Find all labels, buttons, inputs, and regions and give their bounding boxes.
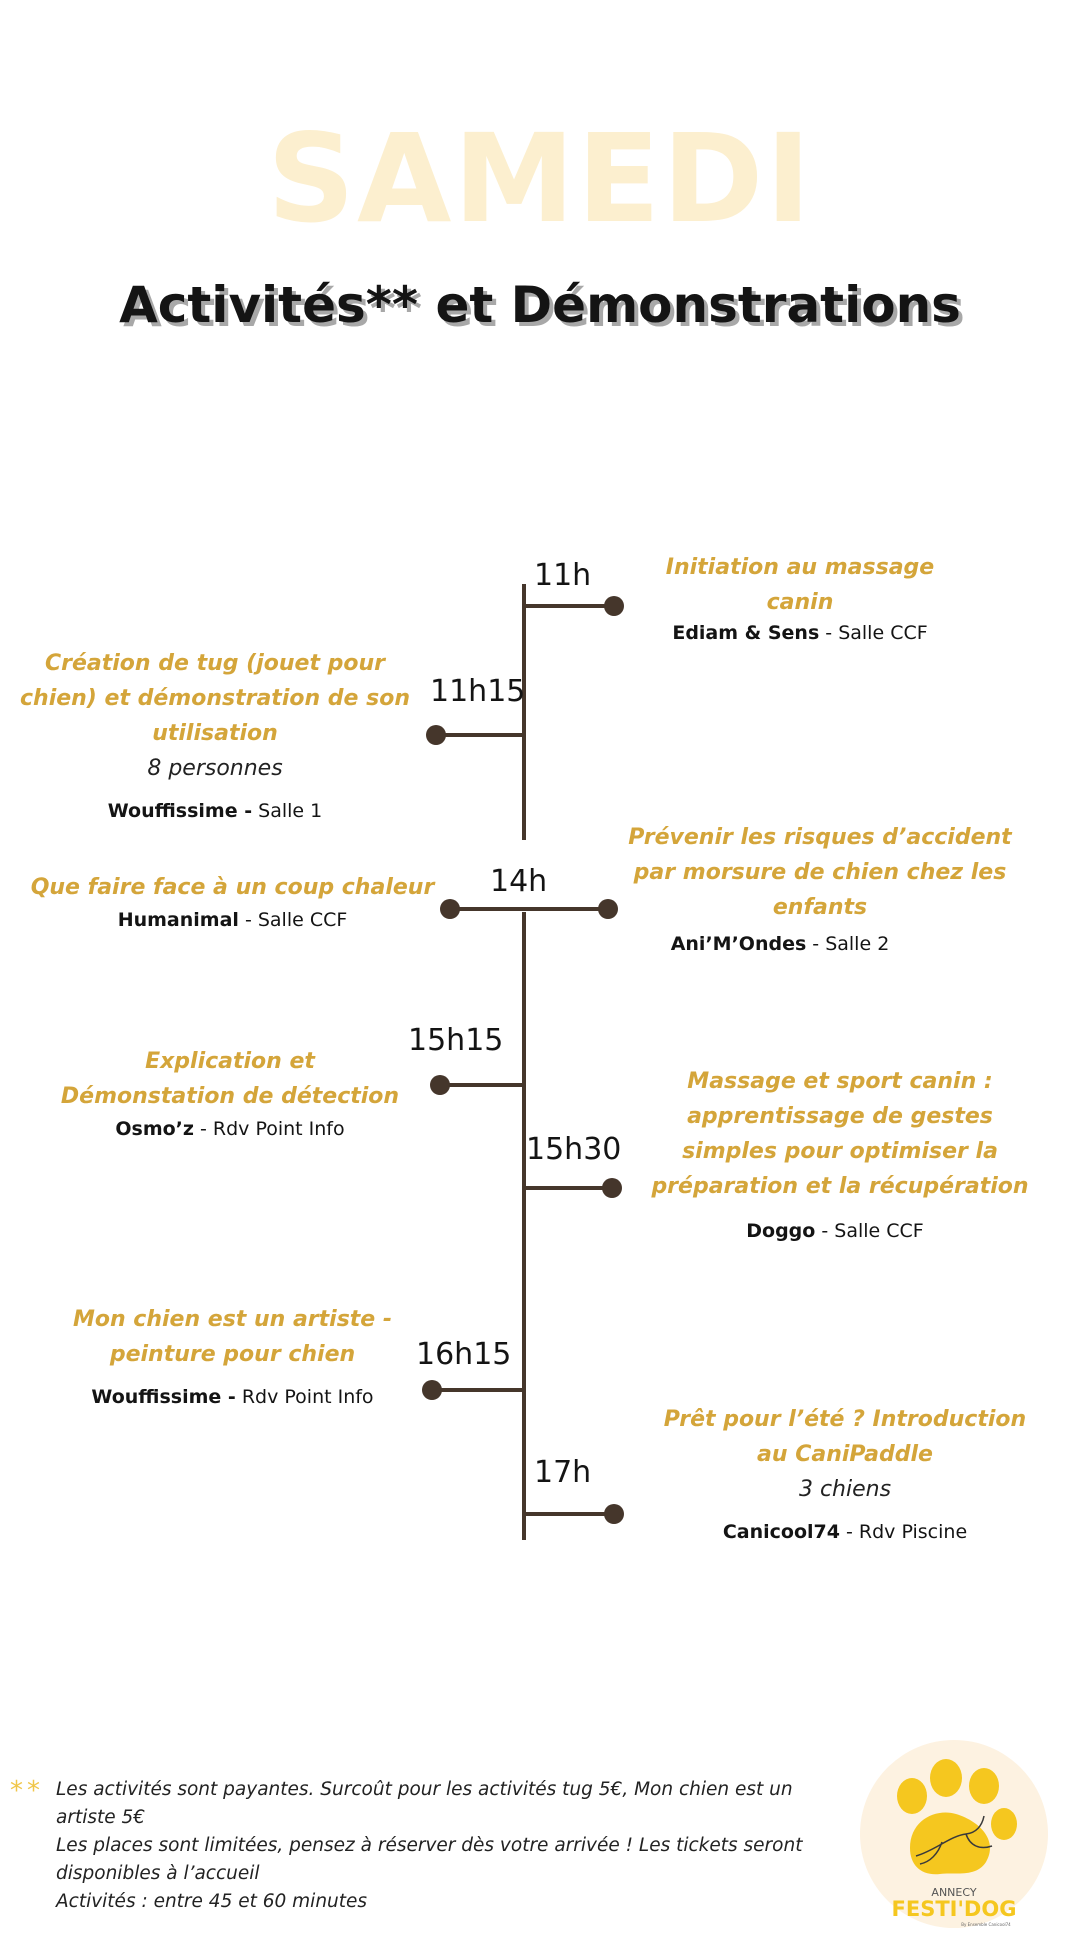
event-host: Doggo <box>746 1220 816 1242</box>
time-label: 11h <box>534 558 592 593</box>
event-title: Explication et Démonstation de détection <box>60 1049 400 1109</box>
time-label: 15h15 <box>408 1023 504 1058</box>
event-title: Que faire face à un coup chaleur <box>30 875 435 900</box>
event-massage-initiation <box>630 550 970 646</box>
event-room: - Rdv Piscine <box>839 1521 968 1543</box>
time-label: 16h15 <box>416 1337 512 1372</box>
event-room: Rdv Point Info <box>235 1386 374 1408</box>
timeline-marker <box>598 899 618 919</box>
day-heading: SAMEDI <box>267 108 813 250</box>
event-canipaddle <box>655 1402 1035 1545</box>
event-room: - Salle CCF <box>238 909 348 931</box>
event-title: Prévenir les risques d’accident par morsure de chien chez les enfants <box>628 825 1012 920</box>
event-location <box>60 1384 405 1410</box>
event-location <box>10 798 420 824</box>
event-host: Wouffissime - <box>91 1386 236 1408</box>
event-room: - Salle 2 <box>806 933 890 955</box>
event-heat-stroke <box>30 870 435 933</box>
time-label: 11h15 <box>430 674 526 709</box>
event-title: Massage et sport canin : apprentissage de gestes simples pour optimiser la préparation et la récupération <box>651 1069 1029 1199</box>
event-host: Ediam & Sens <box>672 622 820 644</box>
event-host: Osmo’z <box>115 1118 194 1140</box>
timeline-marker <box>604 1504 624 1524</box>
footnote-marker: ** <box>10 1776 44 1806</box>
event-title: Mon chien est un artiste - peinture pour chien <box>72 1307 393 1367</box>
page-subtitle: Activités** et Démonstrations <box>119 276 961 334</box>
footnote <box>56 1776 856 1916</box>
timeline-axis-afternoon <box>522 912 526 1540</box>
footnote-line: Les activités sont payantes. Surcoût pour les activités tug 5€, Mon chien est un artiste 5€ <box>56 1779 793 1828</box>
event-location <box>655 1519 1035 1545</box>
timeline-marker <box>602 1178 622 1198</box>
timeline-branch <box>524 1186 612 1190</box>
event-host: Canicool74 <box>722 1521 840 1543</box>
paw-toe <box>991 1808 1017 1840</box>
event-location <box>630 620 970 646</box>
event-capacity: 3 chiens <box>798 1477 892 1502</box>
event-location <box>630 1218 1040 1244</box>
event-bite-prevention <box>620 820 1020 957</box>
timeline-marker <box>430 1075 450 1095</box>
timeline-branch <box>432 1388 524 1392</box>
event-room: - Rdv Point Info <box>193 1118 345 1140</box>
timeline-branch <box>449 907 609 911</box>
paw-toe <box>897 1778 927 1814</box>
footnote-line: Activités : entre 45 et 60 minutes <box>56 1891 368 1912</box>
timeline-branch <box>436 733 524 737</box>
event-host: Humanimal <box>117 909 239 931</box>
time-label: 14h <box>490 864 548 899</box>
timeline-branch <box>524 1512 614 1516</box>
time-label: 15h30 <box>526 1132 622 1167</box>
event-host: Wouffissime - <box>107 800 253 822</box>
event-room: - Salle CCF <box>819 622 928 644</box>
event-tug-creation <box>10 646 420 824</box>
logo-brand: FESTI'DOG <box>891 1897 1017 1921</box>
timeline-axis-morning <box>522 584 526 840</box>
timeline-branch <box>524 604 614 608</box>
paw-logo-icon <box>858 1738 1050 1930</box>
timeline-marker <box>426 725 446 745</box>
event-capacity: 8 personnes <box>147 756 283 781</box>
event-massage-sport <box>640 1064 1040 1244</box>
event-room: Salle 1 <box>252 800 323 822</box>
event-room: - Salle CCF <box>815 1220 924 1242</box>
event-title: Création de tug (jouet pour chien) et démonstration de son utilisation <box>19 651 410 746</box>
logo-city: ANNECY <box>931 1886 977 1899</box>
event-title: Initiation au massage canin <box>665 555 935 615</box>
logo-tagline: By Ensemble Canicool74 <box>961 1922 1011 1927</box>
event-location <box>30 907 435 933</box>
festidog-logo <box>858 1738 1050 1930</box>
timeline-branch <box>440 1083 524 1087</box>
timeline-marker <box>440 899 460 919</box>
timeline-marker <box>604 596 624 616</box>
event-host: Ani’M’Ondes <box>670 933 807 955</box>
time-label: 17h <box>534 1455 592 1490</box>
timeline-marker <box>422 1380 442 1400</box>
event-location <box>55 1116 405 1142</box>
event-detection-demo <box>55 1044 405 1142</box>
event-location <box>540 931 1020 957</box>
footnote-line: Les places sont limitées, pensez à réserver dès votre arrivée ! Les tickets seront disponibles à l’accueil <box>56 1835 803 1884</box>
event-dog-painting <box>60 1302 405 1410</box>
paw-toe <box>930 1759 962 1797</box>
paw-toe <box>969 1768 999 1804</box>
event-title: Prêt pour l’été ? Introduction au CaniPaddle <box>663 1407 1027 1467</box>
